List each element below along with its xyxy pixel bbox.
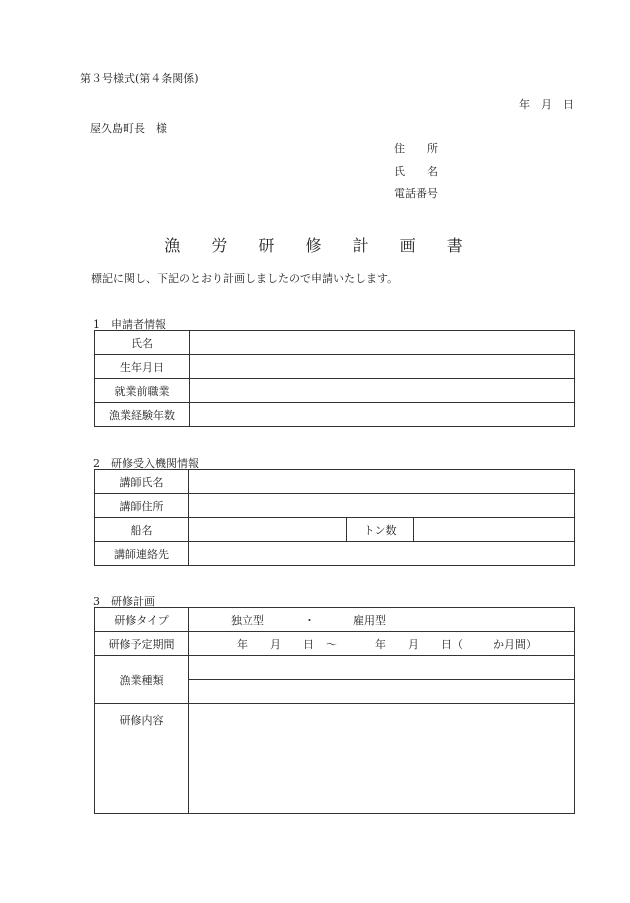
period-months-text: か月間） (493, 637, 537, 651)
previous-job-label: 就業前職業 (95, 379, 190, 403)
name-label: 氏 名 (394, 165, 438, 178)
table-row (95, 470, 575, 494)
section3-heading: 3 研修計画 (93, 595, 155, 608)
training-period-field[interactable] (189, 632, 575, 656)
table-row (95, 494, 575, 518)
end-year-text: 年 (375, 637, 386, 651)
applicant-info-table (94, 330, 575, 427)
type-independent-option[interactable]: 独立型 (231, 613, 264, 627)
table-row (95, 656, 575, 680)
table-row (95, 518, 575, 542)
section2-heading: 2 研修受入機関情報 (93, 457, 199, 470)
training-plan-table (94, 607, 575, 814)
end-month-text: 月 (408, 637, 419, 651)
table-row (95, 542, 575, 566)
tonnage-field[interactable] (414, 518, 575, 542)
start-day-text: 日 (303, 637, 314, 651)
instructor-address-field[interactable] (189, 494, 575, 518)
training-content-label: 研修内容 (95, 704, 189, 814)
training-type-label: 研修タイプ (95, 608, 189, 632)
addressee: 屋久島町長 様 (90, 122, 167, 135)
date-line: 年 月 日 (519, 98, 574, 111)
fishing-experience-field[interactable] (190, 403, 575, 427)
table-row (95, 355, 575, 379)
table-row (95, 331, 575, 355)
instructor-name-field[interactable] (189, 470, 575, 494)
type-employed-option[interactable]: 雇用型 (353, 613, 386, 627)
fishing-experience-label: 漁業経験年数 (95, 403, 190, 427)
fishery-type-label: 漁業種類 (95, 656, 189, 704)
birthdate-label: 生年月日 (95, 355, 190, 379)
end-day-text: 日（ (441, 637, 463, 651)
table-row (95, 704, 575, 814)
address-label: 住 所 (394, 142, 438, 155)
table-row (95, 632, 575, 656)
table-row (95, 379, 575, 403)
training-period-label: 研修予定期間 (95, 632, 189, 656)
table-row (95, 403, 575, 427)
intro-text: 標記に関し、下記のとおり計画しましたので申請いたします。 (91, 272, 399, 285)
instructor-contact-label: 講師連絡先 (95, 542, 189, 566)
fishery-type-field-1[interactable] (189, 656, 575, 680)
instructor-name-label: 講師氏名 (95, 470, 189, 494)
training-type-field[interactable] (189, 608, 575, 632)
fishery-type-field-2[interactable] (189, 680, 575, 704)
start-year-text: 年 (237, 637, 248, 651)
birthdate-field[interactable] (190, 355, 575, 379)
type-separator: ・ (304, 613, 315, 627)
section1-heading: 1 申請者情報 (93, 318, 166, 331)
ship-name-label: 船名 (95, 518, 189, 542)
phone-label: 電話番号 (394, 187, 438, 200)
host-institution-table (94, 469, 575, 566)
document-title: 漁 労 研 修 計 画 書 (164, 236, 476, 255)
applicant-name-field[interactable] (190, 331, 575, 355)
instructor-address-label: 講師住所 (95, 494, 189, 518)
form-number: 第３号様式(第４条関係) (80, 72, 199, 85)
start-month-text: 月 (270, 637, 281, 651)
table-row (95, 608, 575, 632)
period-tilde: ～ (326, 637, 337, 651)
previous-job-field[interactable] (190, 379, 575, 403)
training-content-field[interactable] (189, 704, 575, 814)
applicant-name-label: 氏名 (95, 331, 190, 355)
instructor-contact-field[interactable] (189, 542, 575, 566)
ship-name-field[interactable] (189, 518, 347, 542)
tonnage-label: トン数 (347, 518, 414, 542)
